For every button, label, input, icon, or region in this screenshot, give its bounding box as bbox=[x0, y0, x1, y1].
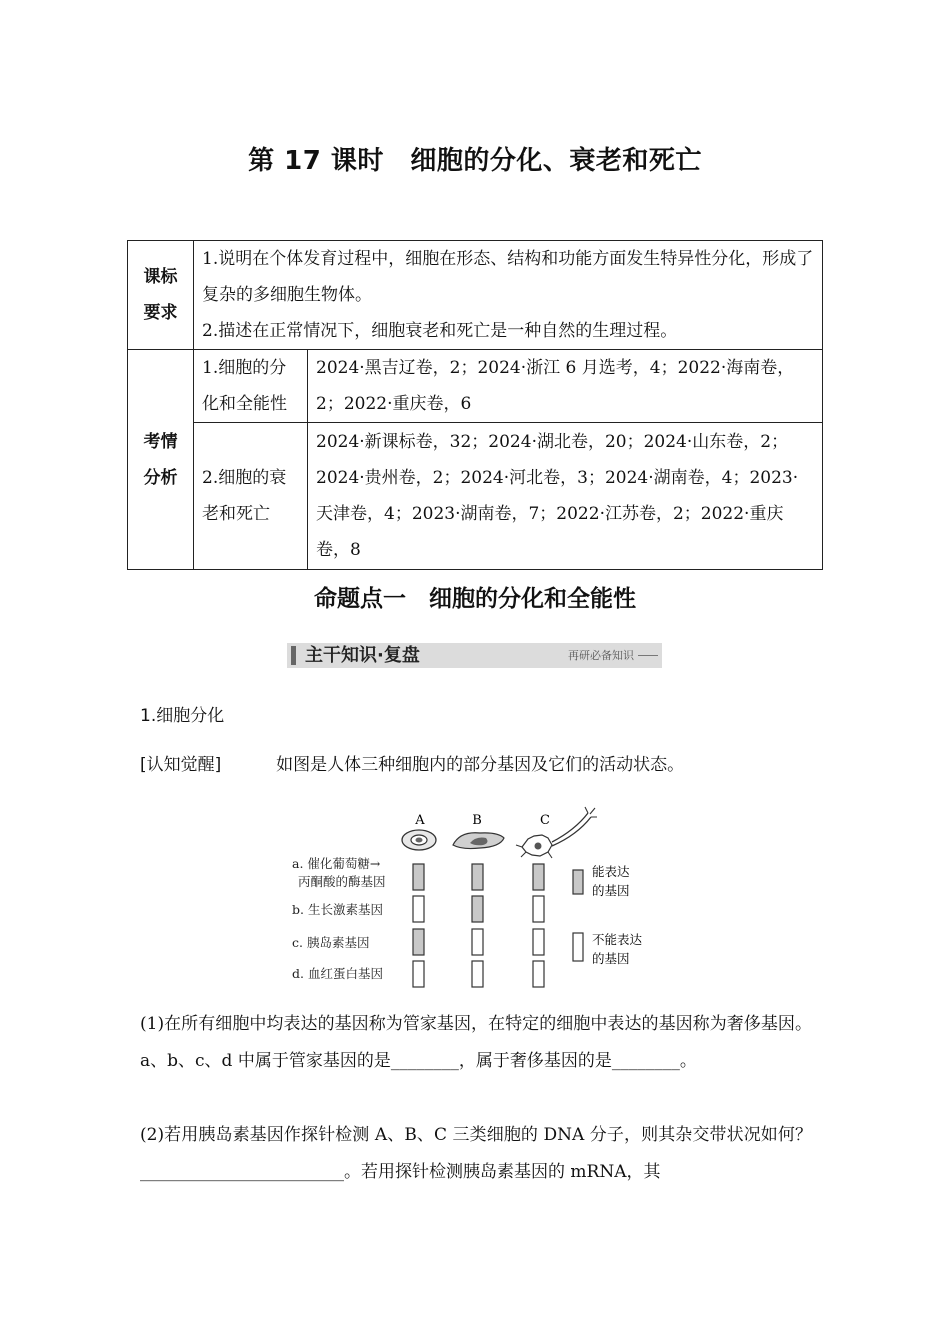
curriculum-line-1: 1.说明在个体发育过程中，细胞在形态、结构和功能方面发生特异性分化，形成了复杂的多细胞生物体。 bbox=[202, 249, 814, 305]
gene-label-c: c. 胰岛素基因 bbox=[292, 935, 370, 950]
gene-box-b-cell-b bbox=[472, 896, 483, 922]
cell-c-icon bbox=[516, 807, 597, 858]
gene-box-b-cell-c bbox=[533, 896, 544, 922]
legend-not-expressed-line-2: 的基因 bbox=[592, 951, 630, 966]
gene-label-b: b. 生长激素基因 bbox=[292, 902, 383, 917]
legend-not-expressed-swatch bbox=[573, 933, 583, 961]
gene-box-a-cell-a bbox=[413, 864, 424, 890]
gene-label-a-line-2: 丙酮酸的酶基因 bbox=[298, 874, 386, 889]
legend-expressed-line-2: 的基因 bbox=[592, 883, 630, 898]
gene-label-a-line-1: a. 催化葡萄糖→ bbox=[292, 856, 381, 871]
banner-sub-label: 再研必备知识 bbox=[568, 649, 634, 662]
cell-b-icon bbox=[453, 833, 504, 849]
gene-expression-figure bbox=[290, 805, 670, 994]
gene-box-c-cell-c bbox=[533, 929, 544, 955]
analysis-header-line-1: 考情 bbox=[143, 431, 178, 452]
banner-bar bbox=[291, 646, 296, 665]
section-title: 命题点一 细胞的分化和全能性 bbox=[314, 586, 636, 612]
gene-figure-svg bbox=[290, 805, 670, 990]
gene-box-c-cell-a bbox=[413, 929, 424, 955]
gene-box-grid bbox=[413, 864, 544, 987]
column-label-c: C bbox=[540, 813, 550, 828]
cell-a-icon bbox=[402, 830, 436, 850]
gene-box-c-cell-b bbox=[472, 929, 483, 955]
column-label-a: A bbox=[415, 813, 425, 828]
question-2: (2)若用胰岛素基因作探针检测 A、B、C 三类细胞的 DNA 分子，则其杂交带状况如何？________________________。若用探针检测胰岛素基因的 mRNA，其 bbox=[140, 1125, 812, 1182]
analysis-header-line-2: 分析 bbox=[143, 467, 178, 488]
gene-box-a-cell-b bbox=[472, 864, 483, 890]
legend-expressed-swatch bbox=[573, 870, 583, 894]
intro-text: 如图是人体三种细胞内的部分基因及它们的活动状态。 bbox=[276, 755, 685, 775]
legend-expressed-line-1: 能表达 bbox=[592, 864, 630, 879]
gene-box-b-cell-a bbox=[413, 896, 424, 922]
analysis-topic-1: 1.细胞的分化和全能性 bbox=[194, 350, 308, 423]
analysis-sources-1: 2024·黑吉辽卷，2；2024·浙江 6 月选考，4；2022·海南卷，2；2022·重庆卷，6 bbox=[308, 350, 823, 423]
knowledge-banner bbox=[287, 643, 662, 668]
subsection-heading: 1.细胞分化 bbox=[140, 706, 225, 726]
curriculum-line-2: 2.描述在正常情况下，细胞衰老和死亡是一种自然的生理过程。 bbox=[202, 321, 678, 341]
analysis-row-1 bbox=[128, 350, 823, 423]
requirements-table bbox=[127, 240, 823, 570]
page-title: 第 17 课时 细胞的分化、衰老和死亡 bbox=[248, 146, 702, 176]
analysis-topic-2: 2.细胞的衰老和死亡 bbox=[194, 423, 308, 570]
gene-box-d-cell-c bbox=[533, 961, 544, 987]
gene-box-d-cell-a bbox=[413, 961, 424, 987]
banner-main-label: 主干知识·复盘 bbox=[305, 645, 420, 666]
analysis-sources-2: 2024·新课标卷，32；2024·湖北卷，20；2024·山东卷，2；2024·贵州卷，2；2024·河北卷，3；2024·湖南卷，4；2023·天津卷，4；2023·湖南卷，7；2022·江苏卷，2；2022·重庆卷，8 bbox=[308, 423, 823, 570]
curriculum-header-line-2: 要求 bbox=[143, 303, 178, 323]
gene-label-d: d. 血红蛋白基因 bbox=[292, 966, 383, 981]
question-1: (1)在所有细胞中均表达的基因称为管家基因，在特定的细胞中表达的基因称为奢侈基因。a、b、c、d 中属于管家基因的是________，属于奢侈基因的是________。 bbox=[140, 1014, 812, 1071]
gene-box-d-cell-b bbox=[472, 961, 483, 987]
curriculum-header bbox=[128, 241, 194, 350]
intro-paragraph bbox=[140, 752, 684, 778]
analysis-header bbox=[128, 350, 194, 570]
analysis-row-2 bbox=[128, 423, 823, 570]
banner-divider bbox=[638, 655, 658, 656]
gene-box-a-cell-c bbox=[533, 864, 544, 890]
curriculum-content bbox=[194, 241, 823, 350]
curriculum-row bbox=[128, 241, 823, 350]
column-label-b: B bbox=[472, 813, 482, 828]
curriculum-header-line-1: 课标 bbox=[143, 267, 178, 287]
legend-not-expressed-line-1: 不能表达 bbox=[592, 932, 643, 947]
intro-tag: [认知觉醒] bbox=[140, 755, 222, 775]
